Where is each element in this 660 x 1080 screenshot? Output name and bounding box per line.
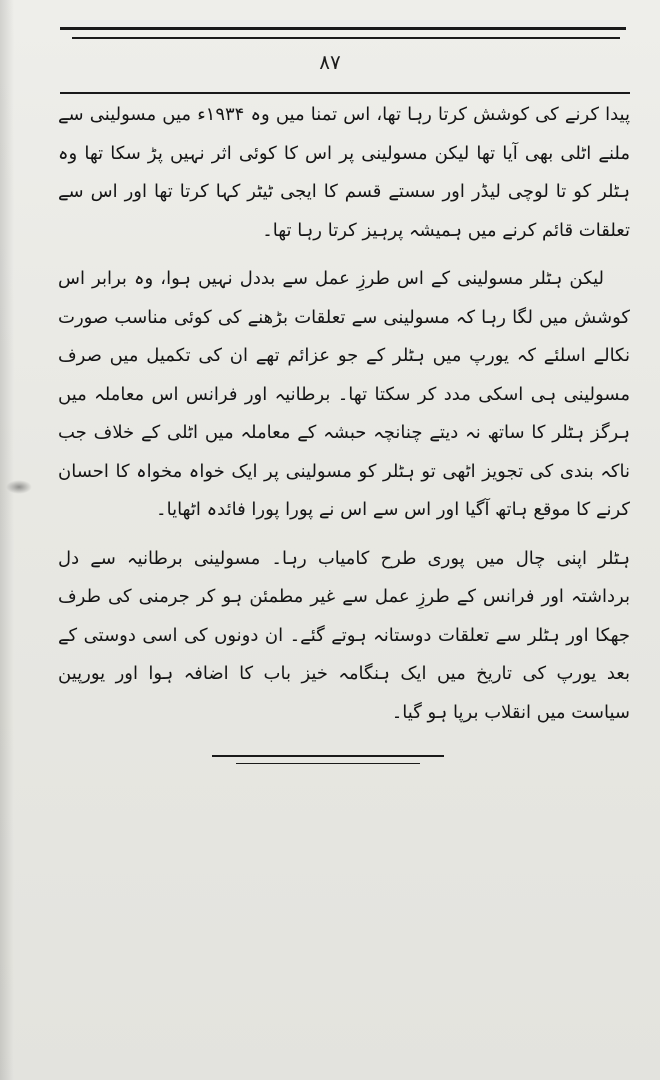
paragraph-2: لیکن ہٹلر مسولینی کے اس طرزِ عمل سے بددل نہیں ہوا، وہ برابر اس کوشش میں لگا رہا کہ مسولینی سے تعلقات بڑھنے کی کوئی مناسب صورت نکالے اسلئے کہ یورپ میں ہٹلر کے جو عزائم تھے ان کی تکمیل میں صرف مسولینی ہی اسکی مدد کر سکتا تھا۔ برطانیہ اور فرانس اس معاملہ میں ہرگز ہٹلر کا ساتھ نہ دیتے چنانچہ حبشہ کے معاملہ میں اٹلی کے خلاف جب ناکہ بندی کی تجویز اٹھی تو ہٹلر کو مسولینی پر ایک خواہ مخواہ کا احسان کرنے کا موقع ہاتھ آگیا اور اس سے اس نے پورا پورا فائدہ اٹھایا۔ bbox=[58, 268, 630, 520]
end-rule bbox=[212, 755, 444, 757]
top-double-rule-inner bbox=[72, 37, 620, 39]
end-rule-inner bbox=[236, 763, 420, 764]
edge-smudge bbox=[6, 480, 32, 494]
top-double-rule bbox=[60, 27, 626, 30]
header-rule bbox=[60, 92, 630, 94]
paragraph-3: ہٹلر اپنی چال میں پوری طرح کامیاب رہا۔ مسولینی برطانیہ سے دل برداشتہ اور فرانس کے طرزِ عمل سے غیر مطمئن ہو کر جرمنی کی طرف جھکا اور ہٹلر سے تعلقات دوستانہ ہوتے گئے۔ ان دونوں کی اسی دوستی کے بعد یورپ کی تاریخ میں ایک ہنگامہ خیز باب کا اضافہ ہوا اور یورپین سیاست میں انقلاب برپا ہو گیا۔ bbox=[58, 547, 630, 723]
page-number: ۸۷ bbox=[319, 50, 341, 74]
paragraph-1: پیدا کرنے کی کوشش کرتا رہا تھا، اس تمنا میں وہ ۱۹۳۴ء میں مسولینی سے ملنے اٹلی بھی آیا تھا لیکن مسولینی پر اس کا کوئی اثر نہیں پڑ سکا تھا وہ ہٹلر کو تا لوچی لیڈر اور سستے قسم کا ایجی ٹیٹر کہا کرتا تھا اور اس سے تعلقات قائم کرنے میں ہمیشہ پرہیز کرتا رہا تھا۔ bbox=[58, 104, 630, 241]
body-text bbox=[58, 96, 630, 732]
